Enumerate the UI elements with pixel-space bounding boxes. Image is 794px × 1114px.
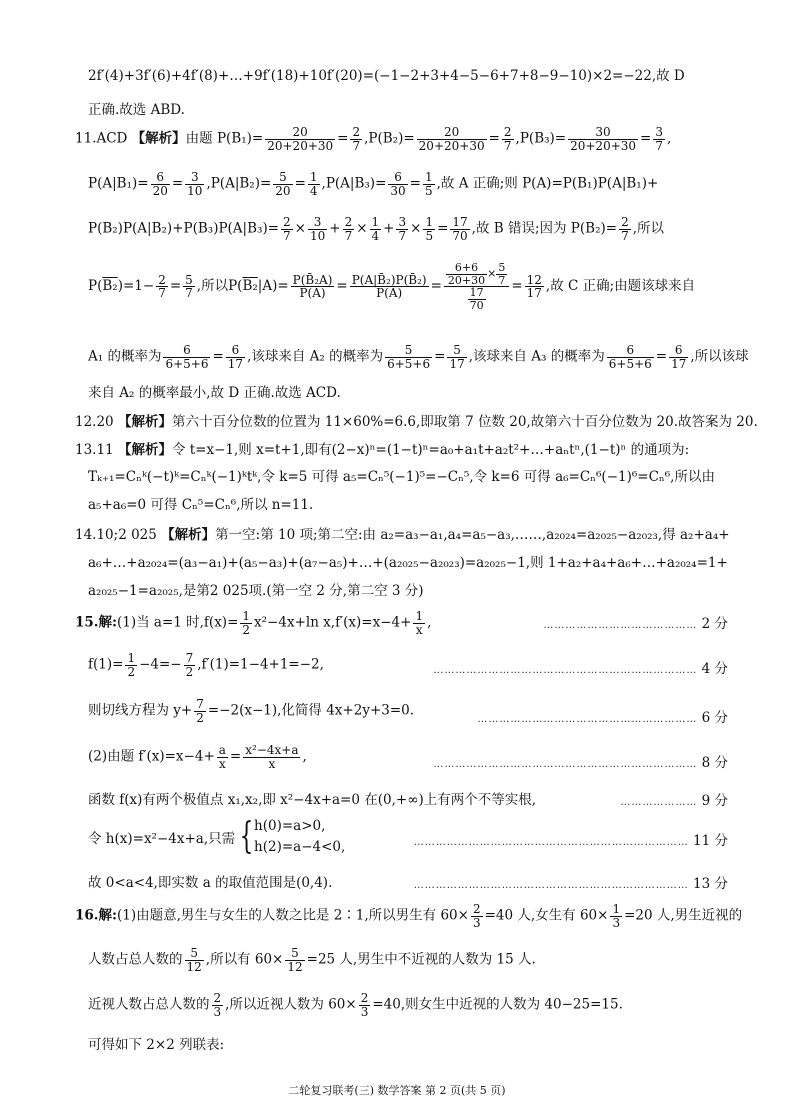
page-footer: 二轮复习联考(三) 数学答案 第 2 页(共 5 页) — [288, 1084, 506, 1097]
fraction: $\frac{3}{7}$ — [655, 125, 663, 153]
fraction: $\frac{5}{12}$ — [287, 946, 303, 974]
fraction: $\frac{6}{17}$ — [671, 343, 687, 371]
fraction: $\frac{3}{10}$ — [309, 215, 326, 243]
question-15-line-1: 15.解:(1)当 a=1 时,f(x)= $\frac{1}{2}$ x²−4x+ln x,f′(x)=x−4+ $\frac{1}{x}$ , — [75, 609, 432, 637]
score-marker: ……………………………………………………………… 8 分 — [433, 755, 728, 771]
analysis-tag: 【解析】 — [131, 130, 186, 147]
fraction: $\frac{2}{7}$ — [503, 125, 512, 153]
score-marker: …………………………………………………… 6 分 — [477, 710, 728, 726]
fraction: $\frac{\text{x²−4x+a}}{x}$ — [245, 743, 299, 771]
fraction: $\frac{20}{20+20+30}$ — [418, 125, 485, 153]
fraction: $\frac{5}{6+5+6}$ — [387, 343, 431, 371]
fraction: $\frac{1}{x}$ — [415, 609, 424, 637]
text: 由题 P(B₁)= — [185, 130, 264, 147]
fraction: $\frac{20}{20+20+30}$ — [267, 125, 334, 153]
question-15-line-3: 则切线方程为 y+ $\frac{7}{2}$ =−2(x−1),化简得 4x+2y+3=0. — [88, 697, 415, 725]
analysis-tag: 【解析】 — [161, 527, 216, 543]
fraction: $\frac{2}{7}$ — [283, 215, 291, 243]
analysis-tag: 【解析】 — [117, 414, 172, 430]
fraction: $\frac{7}{2}$ — [185, 651, 194, 679]
question-14-line-2: a₆+…+a₂₀₂₄=(a₃−a₁)+(a₅−a₃)+(a₇−a₅)+…+(a₂₀₂₅−a₂₀₂₃)=a₂₀₂₅−1,则 1+a₂+a₄+a₆+…+a₂₀₂₄=1+ — [88, 555, 728, 571]
fraction: $\frac{1}{3}$ — [612, 902, 621, 930]
fraction: $\frac{2}{7}$ — [621, 215, 629, 243]
question-11-line-2: P(A|B₁)= $\frac{6}{20}$ = $\frac{3}{10}$ ,P(A|B₂)= $\frac{5}{20}$ = $\frac{1}{4}$ ,P(A|B₃)= $\frac{6}{30}$ = $\frac{1}{5}$ ,故 A 正确;则 P(A)=P(B₁)P(A|B₁)+ — [88, 170, 659, 198]
fraction: $\frac{6}{6+5+6}$ — [608, 343, 652, 371]
question-15-line-6: 令 h(x)=x²−4x+a,只需 { h(0)=a>0, h(2)=a−4<0, — [88, 815, 346, 857]
fraction: $\frac{30}{20+20+30}$ — [570, 125, 637, 153]
analysis-tag: 【解析】 — [117, 442, 172, 458]
question-14-line-1: 14.10;2 025 【解析】第一空:第 10 项;第二空:由 a₂=a₃−a₁,a₄=a₅−a₃,……,a₂₀₂₄=a₂₀₂₅−a₂₀₂₃,得 a₂+a₄+ — [75, 527, 730, 543]
fraction: $\frac{1}{4}$ — [309, 170, 318, 198]
question-16-line-3: 近视人数占总人数的 $\frac{2}{3}$ ,所以近视人数为 60× $\frac{2}{3}$ =40,则女生中近视的人数为 40−25=15. — [88, 991, 623, 1019]
score-marker: ………………………………………………………………… 11 分 — [413, 833, 728, 849]
question-14-line-3: a₂₀₂₅−1=a₂₀₂₅,是第2 025项.(第一空 2 分,第二空 3 分) — [88, 583, 424, 599]
fraction: $\frac{\text{P(B̄₂A)}}{P(A)}$ — [292, 272, 333, 301]
condition-system: h(0)=a>0, h(2)=a−4<0, — [254, 818, 346, 855]
question-13-line-1: 13.11 【解析】令 t=x−1,则 x=t+1,即有(2−x)ⁿ=(1−t)ⁿ=a₀+a₁t+a₂t²+…+aₙtⁿ,(1−t)ⁿ 的通项为: — [75, 442, 690, 458]
fraction: $\frac{6}{30}$ — [390, 170, 406, 198]
fraction: $\frac{1}{4}$ — [371, 215, 380, 243]
fraction: $\frac{6}{20}$ — [152, 170, 168, 198]
fraction: $\frac{\text{P(A|B̄₂)P(B̄₂)}}{P(A)}$ — [351, 272, 427, 301]
fraction: $\frac{5}{12}$ — [186, 946, 202, 974]
question-16-line-4: 可得如下 2×2 列联表: — [88, 1037, 225, 1053]
fraction: $\frac{17}{70}$ — [452, 215, 468, 243]
question-11-line-4: P(B₂)=1− $\frac{2}{7}$ = $\frac{5}{7}$ ,所以P(B₂|A)= $\frac{\text{P(B̄₂A)}}{P(A)}$ = $\frac{\text{P(A|B̄₂)P(B̄₂)}}{P(A)}$ = $\frac{6+6}{20+30}$ × $\frac{5}{7}$ $\frac{17}{70}$ = $\frac{12}{17}$ ,故 C 正确;由题该球来自 — [88, 261, 696, 312]
compound-fraction: $\frac{6+6}{20+30}$ × $\frac{5}{7}$ $\frac{17}{70}$ — [444, 262, 509, 311]
fraction: $\frac{12}{17}$ — [526, 272, 542, 301]
question-15-line-7: 故 0<a<4,即实数 a 的取值范围是(0,4). — [88, 875, 333, 891]
fraction: $\frac{1}{5}$ — [424, 170, 433, 198]
question-11-line-3: P(B₂)P(A|B₂)+P(B₃)P(A|B₃)= $\frac{2}{7}$ × $\frac{3}{10}$ + $\frac{2}{7}$ × $\frac{1}{4}$ + $\frac{3}{7}$ × $\frac{1}{5}$ = $\frac{17}{70}$ ,故 B 错误;因为 P(B₂)= $\frac{2}{7}$ ,所以 — [88, 215, 665, 243]
question-15-line-5: 函数 f(x)有两个极值点 x₁,x₂,即 x²−4x+a=0 在(0,+∞)上有两个不等实根, — [88, 792, 537, 808]
fraction: $\frac{a}{x}$ — [218, 743, 226, 771]
fraction: $\frac{5}{7}$ — [185, 272, 193, 301]
fraction: $\frac{2}{7}$ — [344, 215, 353, 243]
fraction: $\frac{5}{17}$ — [449, 343, 465, 371]
fraction: $\frac{2}{3}$ — [472, 902, 481, 930]
text: 正确.故选 ABD. — [88, 102, 185, 118]
score-marker: …………………………………… 2 分 — [543, 616, 728, 632]
fraction: $\frac{5}{20}$ — [275, 170, 291, 198]
fraction: $\frac{3}{10}$ — [187, 170, 203, 198]
text-line — [88, 64, 728, 84]
fraction: $\frac{7}{2}$ — [196, 697, 204, 725]
answer-label: 13.11 — [75, 442, 114, 458]
question-15-line-4: (2)由题 f′(x)=x−4+ $\frac{a}{x}$ = $\frac{\text{x²−4x+a}}{x}$ , — [88, 743, 307, 771]
score-marker: ……………………………………………………………… 4 分 — [433, 661, 728, 677]
score-marker: ………………… 9 分 — [620, 793, 728, 809]
fraction: $\frac{1}{5}$ — [425, 215, 434, 243]
fraction: $\frac{6}{6+5+6}$ — [165, 343, 209, 371]
answer-label: 14.10;2 025 — [75, 527, 157, 543]
text-line — [88, 98, 728, 118]
answer-label: 16.解: — [75, 907, 117, 924]
question-11-line-5: A₁ 的概率为 $\frac{6}{6+5+6}$ = $\frac{6}{17}$ ,该球来自 A₂ 的概率为 $\frac{5}{6+5+6}$ = $\frac{5}{17}$ ,该球来自 A₃ 的概率为 $\frac{6}{6+5+6}$ = $\frac{6}{17}$ ,所以该球 — [88, 343, 749, 371]
text: 2f′(4)+3f′(6)+4f′(8)+…+9f′(18)+10f′(20)=(−1−2+3+4−5−6+7+8−9−10)×2=−22,故 D — [88, 68, 685, 84]
fraction: $\frac{1}{2}$ — [127, 651, 136, 679]
fraction: $\frac{3}{7}$ — [398, 215, 407, 243]
fraction: $\frac{2}{3}$ — [360, 991, 369, 1019]
question-13-line-3: a₅+a₆=0 可得 Cₙ⁵=Cₙ⁶,所以 n=11. — [88, 497, 314, 513]
brace-icon: { — [239, 815, 254, 857]
question-16-line-1: 16.解:(1)由题意,男生与女生的人数之比是 2∶1,所以男生有 60× $\frac{2}{3}$ =40 人,女生有 60× $\frac{1}{3}$ =20 人,男生近视的 — [75, 902, 743, 930]
fraction: $\frac{6}{17}$ — [227, 343, 244, 371]
question-11-line-6: 来自 A₂ 的概率最小,故 D 正确.故选 ACD. — [88, 385, 341, 401]
answer-label: 12.20 — [75, 414, 114, 430]
score-marker: ………………………………………………………………… 13 分 — [413, 876, 728, 892]
question-15-line-2: f(1)= $\frac{1}{2}$ −4=− $\frac{7}{2}$ ,f′(1)=1−4+1=−2, — [88, 651, 324, 679]
fraction: $\frac{1}{2}$ — [242, 609, 251, 637]
fraction: $\frac{2}{3}$ — [213, 991, 222, 1019]
question-11-line-1: 11.ACD 【解析】由题 P(B₁)= $\frac{20}{20+20+30}$ = $\frac{2}{7}$ ,P(B₂)= $\frac{20}{20+20+30}$ = $\frac{2}{7}$ ,P(B₃)= $\frac{30}{20+20+30}$ = $\frac{3}{7}$ , — [75, 125, 672, 153]
answer-label: 11.ACD — [75, 130, 128, 147]
question-12: 12.20 【解析】第六十百分位数的位置为 11×60%=6.6,即取第 7 位数 20,故第六十百分位数为 20.故答案为 20. — [75, 414, 758, 430]
question-16-line-2: 人数占总人数的 $\frac{5}{12}$ ,所以有 60× $\frac{5}{12}$ =25 人,男生中不近视的人数为 15 人. — [88, 946, 536, 974]
fraction: $\frac{2}{7}$ — [352, 125, 361, 153]
answer-label: 15.解: — [75, 614, 117, 631]
question-13-line-2: Tₖ₊₁=Cₙᵏ(−t)ᵏ=Cₙᵏ(−1)ᵏtᵏ,令 k=5 可得 a₅=Cₙ⁵(−1)⁵=−Cₙ⁵,令 k=6 可得 a₆=Cₙ⁶(−1)⁶=Cₙ⁶,所以由 — [88, 469, 715, 485]
fraction: $\frac{2}{7}$ — [158, 272, 166, 301]
